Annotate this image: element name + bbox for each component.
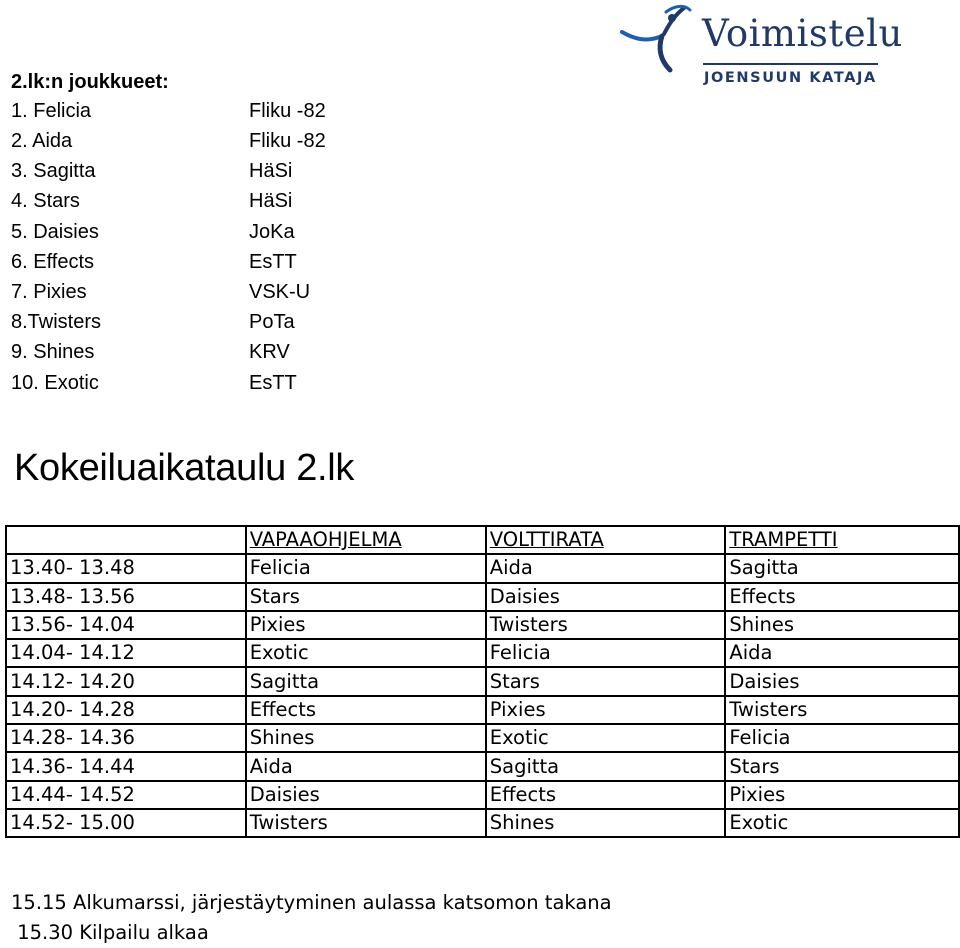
table-row [6,554,959,582]
logo-brand-text: Voimistelu [702,12,903,55]
cell: Daisies [246,781,486,809]
time-cell: 13.56- 14.04 [6,611,246,639]
cell: Pixies [486,696,726,724]
team-club: Fliku -82 [249,130,326,152]
cell: Felicia [486,639,726,667]
team-name: 6. Effects [11,251,95,273]
logo-subtitle: JOENSUUN KATAJA [704,70,877,86]
cell: Stars [486,667,726,695]
table-row [6,696,959,724]
cell: Effects [246,696,486,724]
team-club: EsTT [249,372,297,394]
cell: Pixies [246,611,486,639]
team-name: 5. Daisies [11,221,99,243]
cell: Sagitta [246,667,486,695]
cell: Felicia [246,554,486,582]
cell: Exotic [246,639,486,667]
cell: Twisters [486,611,726,639]
club-logo [618,4,903,96]
table-row [6,752,959,780]
gymnast-figure-icon [618,4,698,74]
cell: Felicia [725,724,959,752]
team-name: 4. Stars [11,190,80,212]
team-name: 1. Felicia [11,100,92,122]
table-row [6,639,959,667]
table-row [6,667,959,695]
time-cell: 13.48- 13.56 [6,583,246,611]
schedule-table [5,525,960,838]
schedule-title: Kokeiluaikataulu 2.lk [14,447,355,489]
table-row [6,583,959,611]
time-cell: 13.40- 13.48 [6,554,246,582]
cell: Sagitta [486,752,726,780]
time-cell: 14.04- 14.12 [6,639,246,667]
time-cell: 14.20- 14.28 [6,696,246,724]
cell: Effects [725,583,959,611]
team-club: HäSi [249,190,293,212]
cell: Stars [725,752,959,780]
team-name: 2. Aida [11,130,73,152]
time-cell: 14.12- 14.20 [6,667,246,695]
teams-heading: 2.lk:n joukkueet: [11,71,169,93]
team-club: KRV [249,341,290,363]
time-cell: 14.28- 14.36 [6,724,246,752]
cell: Effects [486,781,726,809]
cell: Daisies [486,583,726,611]
cell: Stars [246,583,486,611]
cell: Daisies [725,667,959,695]
cell: Twisters [725,696,959,724]
cell: Pixies [725,781,959,809]
team-name: 7. Pixies [11,281,87,303]
time-cell: 14.44- 14.52 [6,781,246,809]
cell: Exotic [486,724,726,752]
table-header-row [6,526,959,554]
note-march: 15.15 Alkumarssi, järjestäytyminen aulassa katsomon takana [11,891,612,914]
team-name: 9. Shines [11,341,95,363]
cell: Aida [486,554,726,582]
header-trampetti: TRAMPETTI [725,526,959,554]
team-club: PoTa [249,311,295,333]
team-club: Fliku -82 [249,100,326,122]
cell: Shines [246,724,486,752]
header-vapaaohjelma: VAPAAOHJELMA [246,526,486,554]
cell: Twisters [246,809,486,837]
note-start: 15.30 Kilpailu alkaa [11,921,209,944]
header-volttirata: VOLTTIRATA [486,526,726,554]
table-row [6,781,959,809]
table-row [6,809,959,837]
team-name: 10. Exotic [11,372,99,394]
table-row [6,611,959,639]
cell: Aida [725,639,959,667]
header-time [6,526,246,554]
team-name: 8.Twisters [11,311,102,333]
team-club: VSK-U [249,281,311,303]
time-cell: 14.52- 15.00 [6,809,246,837]
team-club: EsTT [249,251,297,273]
cell: Exotic [725,809,959,837]
cell: Aida [246,752,486,780]
team-club: JoKa [249,221,295,243]
cell: Sagitta [725,554,959,582]
team-club: HäSi [249,160,293,182]
cell: Shines [725,611,959,639]
team-name: 3. Sagitta [11,160,96,182]
table-row [6,724,959,752]
logo-divider [703,63,878,65]
time-cell: 14.36- 14.44 [6,752,246,780]
cell: Shines [486,809,726,837]
